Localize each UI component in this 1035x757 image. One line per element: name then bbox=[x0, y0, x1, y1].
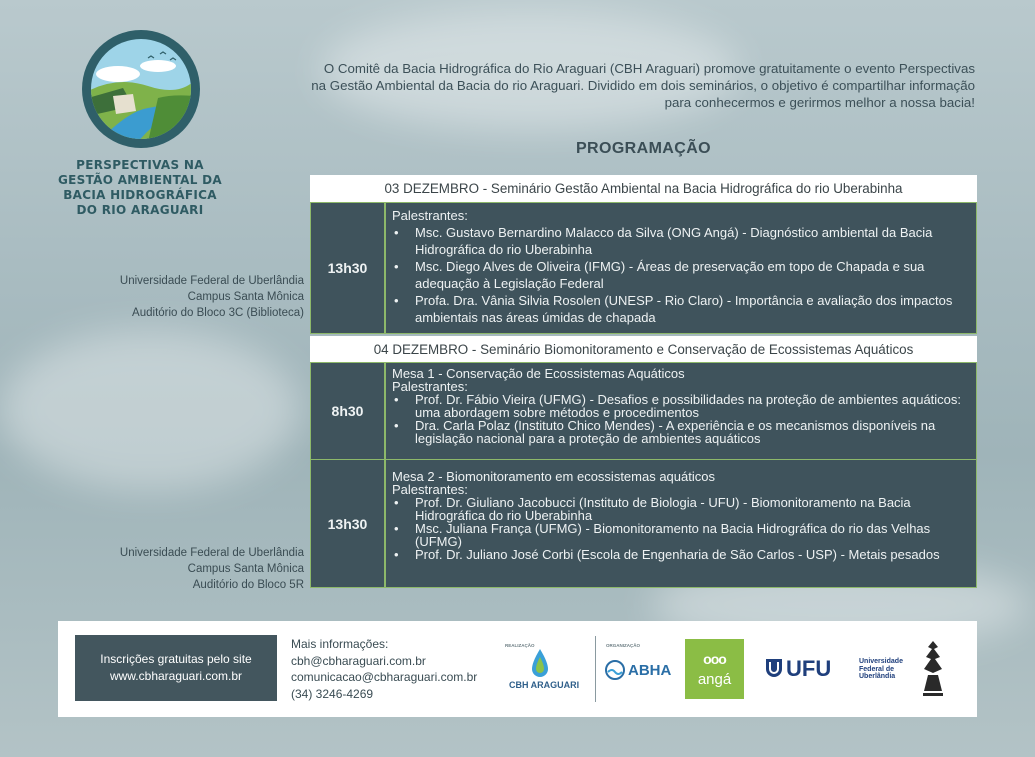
contact-info bbox=[291, 636, 477, 702]
venue-line: Universidade Federal de Uberlândia bbox=[119, 547, 304, 559]
ufu-subtitle-line: Universidade bbox=[859, 658, 903, 665]
ufu-subtitle-line: Federal de bbox=[859, 665, 895, 673]
anga-logo bbox=[685, 639, 744, 699]
session-row bbox=[310, 362, 977, 460]
speaker-item: • Prof. Dr. Fábio Vieira (UFMG) - Desafios e possibilidades na proteção de ambientes aquáticos: uma abordagem sobre métodos e procedimentos bbox=[392, 393, 966, 419]
landscape-logo-icon bbox=[88, 36, 194, 142]
event-title bbox=[40, 158, 240, 218]
mesa-title: Mesa 1 - Conservação de Ecossistemas Aquáticos bbox=[392, 366, 685, 381]
session-time: 13h30 bbox=[311, 203, 386, 333]
organizacao-label: ORGANIZAÇÃO bbox=[606, 643, 640, 648]
event-title-line: BACIA HIDROGRÁFICA bbox=[63, 188, 217, 202]
email-link[interactable]: comunicacao@cbharaguari.com.br bbox=[291, 670, 478, 684]
speaker-item: • Prof. Dr. Giuliano Jacobucci (Instituto de Biologia - UFU) - Biomonitoramento na Bacia Hidrográfica do rio Uberabinha bbox=[392, 496, 966, 522]
phone-number: (34) 3246-4269 bbox=[291, 686, 374, 701]
cbh-logo-text: CBH ARAGUARI bbox=[509, 680, 580, 690]
registration-link[interactable]: www.cbharaguari.com.br bbox=[109, 669, 243, 683]
abha-wave-icon bbox=[605, 660, 625, 680]
venue-line: Auditório do Bloco 3C (Biblioteca) bbox=[132, 307, 304, 319]
ufu-subtitle bbox=[859, 658, 903, 681]
footer-panel bbox=[58, 621, 977, 717]
abha-logo-text: ABHA bbox=[628, 662, 672, 679]
session-content bbox=[392, 470, 966, 561]
session-row bbox=[310, 459, 977, 588]
speaker-item: • Msc. Gustavo Bernardino Malacco da Silva (ONG Angá) - Diagnóstico ambiental da Bacia Hidrográfica do rio Uberabinha bbox=[392, 224, 966, 258]
registration-box bbox=[75, 635, 277, 701]
programacao-heading: PROGRAMAÇÃO bbox=[575, 140, 712, 157]
ufu-emblem-icon bbox=[764, 657, 784, 679]
cbh-drop-icon bbox=[530, 649, 550, 679]
day-header-2: 04 DEZEMBRO - Seminário Biomonitoramento e Conservação de Ecossistemas Aquáticos bbox=[310, 336, 977, 363]
mesa-title: Mesa 2 - Biomonitoramento em ecossistemas aquáticos bbox=[392, 469, 715, 484]
speaker-item: • Msc. Juliana França (UFMG) - Biomonitoramento na Bacia Hidrográfica do rio das Velhas (UFMG) bbox=[392, 522, 966, 548]
event-title-line: PERSPECTIVAS NA bbox=[76, 158, 204, 172]
speaker-list bbox=[392, 496, 966, 561]
palestrantes-label: Palestrantes: bbox=[392, 208, 468, 223]
session-content bbox=[392, 367, 966, 445]
venue-line: Universidade Federal de Uberlândia bbox=[119, 275, 304, 287]
contact-heading: Mais informações: bbox=[291, 637, 389, 651]
venue-line: Campus Santa Mônica bbox=[187, 291, 304, 303]
background-cloud bbox=[0, 330, 300, 490]
palestrantes-label: Palestrantes: bbox=[392, 379, 468, 394]
ufu-logo-text: UFU bbox=[786, 656, 832, 681]
day-header-1: 03 DEZEMBRO - Seminário Gestão Ambiental na Bacia Hidrográfica do rio Uberabinha bbox=[310, 175, 977, 202]
registration-label: Inscrições gratuitas pelo site bbox=[100, 652, 252, 666]
event-title-line: DO RIO ARAGUARI bbox=[76, 203, 204, 217]
email-link[interactable]: cbh@cbharaguari.com.br bbox=[291, 653, 426, 668]
palestrantes-label: Palestrantes: bbox=[392, 482, 468, 497]
event-title-line: GESTÃO AMBIENTAL DA bbox=[57, 173, 222, 187]
venue-day-2 bbox=[60, 545, 304, 593]
divider bbox=[595, 636, 596, 702]
venue-line: Auditório do Bloco 5R bbox=[192, 579, 304, 591]
anga-logo-text: angá bbox=[697, 671, 732, 688]
speaker-list bbox=[392, 393, 966, 445]
session-row bbox=[310, 202, 977, 334]
speaker-item: • Dra. Carla Polaz (Instituto Chico Mendes) - A experiência e os mecanismos disponíveis na legislação nacional para a proteção de ambientes aquáticos bbox=[392, 419, 966, 445]
speaker-item: • Msc. Diego Alves de Oliveira (IFMG) - Áreas de preservação em topo de Chapada e sua adequação à Legislação Federal bbox=[392, 258, 966, 292]
session-content bbox=[392, 207, 966, 326]
session-time: 8h30 bbox=[311, 363, 386, 459]
speaker-item: • Prof. Dr. Juliano José Corbi (Escola de Engenharia de São Carlos - USP) - Metais pesados bbox=[392, 548, 966, 561]
institution-crest-icon bbox=[918, 639, 948, 701]
intro-paragraph: O Comitê da Bacia Hidrográfica do Rio Araguari (CBH Araguari) promove gratuitamente o evento Perspectivas na Gestão Ambiental da Bacia do rio Araguari. Dividido em dois seminários, o objetivo é compartilhar informação para conhecermos e gerirmos melhor a nossa bacia! bbox=[311, 61, 975, 110]
ufu-subtitle-line: Uberlândia bbox=[859, 673, 896, 680]
event-logo bbox=[82, 30, 200, 148]
venue-day-1 bbox=[60, 273, 304, 321]
session-time: 13h30 bbox=[311, 460, 386, 587]
anga-symbol: ooo bbox=[703, 651, 726, 667]
venue-line: Campus Santa Mônica bbox=[187, 563, 304, 575]
realizacao-label: REALIZAÇÃO bbox=[505, 643, 535, 648]
speaker-list bbox=[392, 224, 966, 326]
speaker-item: • Profa. Dra. Vânia Silvia Rosolen (UNESP - Rio Claro) - Importância e avaliação dos impactos ambientais nas áreas úmidas de chapada bbox=[392, 292, 966, 326]
